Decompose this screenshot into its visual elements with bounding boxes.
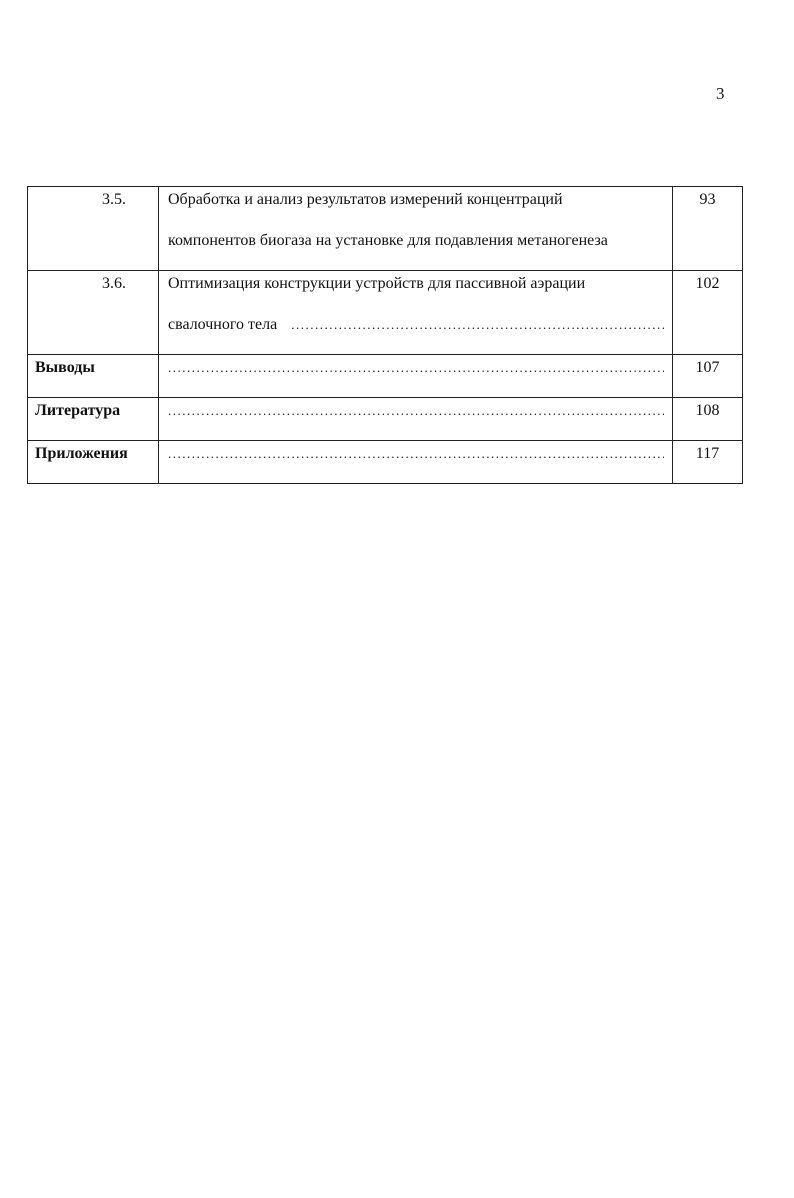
toc-row-literature [28,398,743,441]
chapter-label: Выводы [28,355,159,398]
page-reference: 93 [673,187,743,271]
dot-leader-cell [159,355,673,398]
section-title [159,187,673,271]
page-reference: 108 [673,398,743,441]
page-reference: 107 [673,355,743,398]
chapter-label: Литература [28,398,159,441]
page-reference: 117 [673,441,743,484]
section-number: 3.6. [28,271,159,355]
section-title-line [168,315,664,335]
section-title [159,271,673,355]
page-number: 3 [716,84,725,103]
page-reference: 102 [673,271,743,355]
toc-row-3-5 [28,187,743,271]
dot-leader [168,401,664,421]
dot-leader-cell [159,441,673,484]
toc-row-conclusions [28,355,743,398]
dot-leader [168,358,664,378]
toc-row-appendices [28,441,743,484]
section-title-line: Оптимизация конструкции устройств для пассивной аэрации [168,275,586,292]
chapter-label: Приложения [28,441,159,484]
section-title-line: Обработка и анализ результатов измерений концентраций [168,191,563,208]
dot-leader [291,317,664,332]
toc-row-3-6 [28,271,743,355]
table-of-contents [27,186,743,484]
section-number: 3.5. [28,187,159,271]
section-title-text: свалочного тела [168,316,278,333]
dot-leader-cell [159,398,673,441]
dot-leader [168,444,664,464]
section-title-line: компонентов биогаза на установке для подавления метаногенеза [168,232,608,249]
